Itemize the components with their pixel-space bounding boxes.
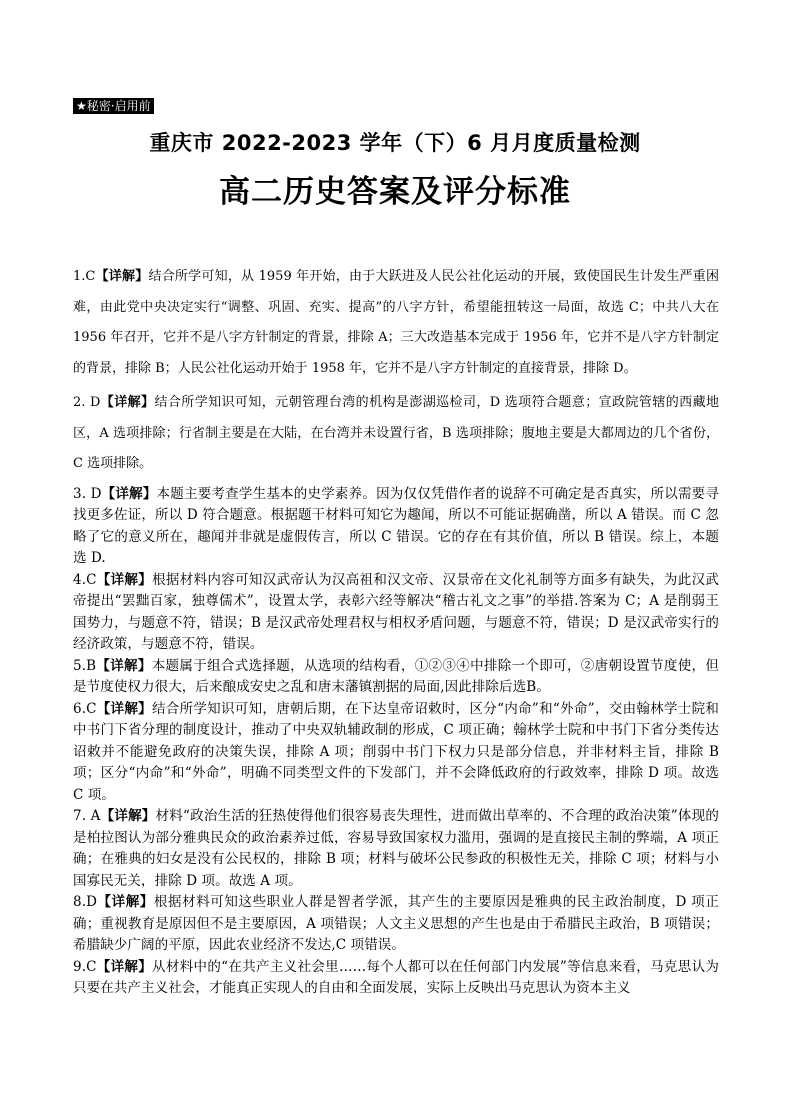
answer-number: 9.C: [73, 958, 97, 975]
answer-tag: 【详解】: [100, 395, 155, 410]
document-title: 重庆市 2022-2023 学年（下）6 月月度质量检测: [149, 131, 641, 155]
answer-item: [73, 262, 719, 384]
answer-item: [73, 892, 719, 957]
answer-text: 本题属于组合式选择题，从选项的结构看，①②③④中排除一个即可，②唐朝设置节度使，但是节度使权力很大，后来酿成安史之乱和唐末藩镇割据的局面,因此排除后选B。: [73, 657, 719, 695]
answer-number: 3. D: [73, 485, 102, 502]
answer-number: 1.C: [73, 269, 96, 284]
answer-list: [73, 262, 719, 1112]
document-subtitle: 高二历史答案及评分标准: [219, 174, 571, 210]
answer-text: 材料“政治生活的狂热使得他们很容易丧失理性，进而做出草率的、不合理的政治决策”体现的是柏拉图认为部分雅典民众的政治素养过低，容易导致国家权力滥用，强调的是直接民主制的弊端，A 项正确；在雅典的妇女是没有公民权的，排除 B 项；材料与破坏公民参政的积极性无关，排除 C 项；材料与小国寡民无关，排除 D 项。故选 A 项。: [73, 808, 719, 889]
answer-tag: 【详解】: [96, 657, 152, 674]
answer-item: [73, 388, 719, 480]
answer-item: [73, 957, 719, 1000]
answer-number: 5.B: [73, 657, 97, 674]
confidential-badge: ★秘密·启用前: [73, 98, 154, 114]
answer-item: [73, 699, 719, 807]
answer-number: 7. A: [73, 808, 101, 824]
answer-tag: 【详解】: [96, 958, 153, 975]
answer-text: 本题主要考查学生基本的史学素养。因为仅仅凭借作者的说辞不可确定是否真实，所以需要寻找更多佐证，所以 D 符合题意。根据题干材料可知它为趣闻，所以不可能证据确凿，所以 A 错误。而 C 忽略了它的意义所在，趣闻并非就是虚假传言，所以 C 错误。它的存在有其价值，所以 B 错误。综上，本题选 D.: [73, 485, 719, 566]
answer-number: 8.D: [73, 894, 98, 910]
answer-number: 4.C: [73, 571, 97, 588]
answer-item: [73, 806, 719, 892]
answer-tag: 【详解】: [97, 894, 154, 910]
answer-text: 从材料中的“在共产主义社会里……每个人都可以在任何部门内发展”等信息来看，马克思认为只要在共产主义社会，才能真正实现人的自由和全面发展，实际上反映出马克思认为资本主义: [73, 958, 719, 996]
answer-text: 根据材料可知这些职业人群是智者学派，其产生的主要原因是雅典的民主政治制度，D 项正确；重视教育是原因但不是主要原因，A 项错误；人文主义思想的产生也是由于希腊民主政治，B 项错误；希腊缺少广阔的平原，因此农业经济不发达,C 项错误。: [73, 894, 719, 953]
answer-tag: 【详解】: [96, 700, 152, 717]
answer-item: [73, 484, 719, 570]
answer-number: 6.C: [73, 700, 97, 717]
answer-text: 结合所学知识可知，唐朝后期，在下达皇帝诏敕时，区分“内命”和“外命”，交由翰林学士院和中书门下省分理的制度设计，推动了中央双轨辅政制的形成，C 项正确；翰林学士院和中书门下省分类传达诏敕并不能避免政府的决策失误，排除 A 项；削弱中书门下权力只是部分信息，并非材料主旨，排除 B 项；区分“内命”和“外命”，明确不同类型文件的下发部门，并不会降低政府的行政效率，排除 D 项。故选 C 项。: [73, 700, 719, 803]
answer-text: 根据材料内容可知汉武帝认为汉高祖和汉文帝、汉景帝在文化礼制等方面多有缺失，为此汉武帝提出“罢黜百家，独尊儒术”，设置太学，表彰六经等解决“稽古礼文之事”的举措.答案为 C；A 是削弱王国势力，与题意不符，错误；B 是汉武帝处理君权与相权矛盾问题，与题意不符，错误；D 是汉武帝实行的经济政策，与题意不符，错误。: [73, 571, 719, 652]
answer-tag: 【详解】: [96, 571, 153, 588]
answer-text: 结合所学可知，从 1959 年开始，由于大跃进及人民公社化运动的开展，致使国民生计发生严重困难，由此党中央决定实行“调整、巩固、充实、提高”的八字方针，希望能扭转这一局面，故选 C；中共八大在 1956 年召开，它并不是八字方针制定的背景，排除 A；三大改造基本完成于 1956 年，它并不是八字方针制定的背景，排除 B；人民公社化运动开始于 1958 年，它并不是八字方针制定的直接背景，排除 D。: [73, 269, 719, 376]
answer-item: [73, 570, 719, 656]
answer-tag: 【详解】: [95, 269, 149, 284]
answer-item: [73, 656, 719, 699]
answer-number: 2. D: [73, 395, 101, 410]
answer-tag: 【详解】: [101, 485, 157, 502]
answer-tag: 【详解】: [100, 808, 156, 824]
answer-text: 结合所学知识可知，元朝管理台湾的机构是澎湖巡检司，D 选项符合题意；宣政院管辖的西藏地区，A 选项排除；行省制主要是在大陆，在台湾并未设置行省，B 选项排除；腹地主要是大都周边的几个省份，C 选项排除。: [73, 395, 719, 471]
